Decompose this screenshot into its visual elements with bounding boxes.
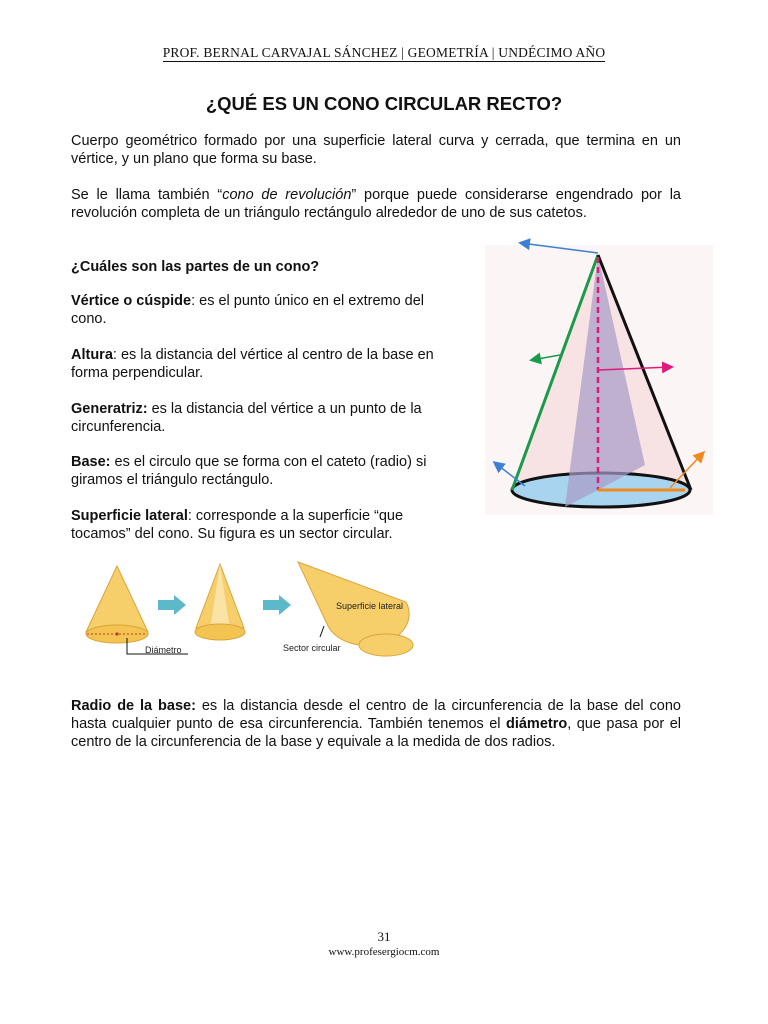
page-header: PROF. BERNAL CARVAJAL SÁNCHEZ | GEOMETRÍA | UNDÉCIMO AÑO [162, 45, 606, 60]
part-base: Base: es el circulo que se forma con el cateto (radio) si giramos el triángulo rectángulo. [71, 454, 427, 488]
page-number: 31 [377, 929, 391, 944]
radio-paragraph: Radio de la base: es la distancia desde el centro de la circunferencia de la base del cono hasta cualquier punto de esa circunferencia. También tenemos el diámetro, que pasa por el centro de la circunferencia de la base y equivale a la medida de dos radios. [71, 698, 681, 750]
revolution-italic: cono de revolución [222, 187, 352, 203]
page-title: ¿QUÉ ES UN CONO CIRCULAR RECTO? [205, 93, 563, 114]
part-altura: Altura: es la distancia del vértice al centro de la base en forma perpendicular. [71, 347, 434, 381]
base-center-dot [115, 632, 118, 635]
intro-paragraph: Cuerpo geométrico formado por una superficie lateral curva y cerrada, que termina en un vértice, y un plano que forma su base. [71, 133, 681, 167]
part-generatriz: Generatriz: es la distancia del vértice a un punto de la circunferencia. [71, 401, 422, 435]
sector-pointer [320, 626, 324, 637]
label-diametro: Diámetro [145, 645, 182, 655]
cone-diagram [485, 235, 713, 520]
cone-2-base [195, 624, 245, 640]
development-figure [80, 558, 440, 666]
footer-website: www.profesergiocm.com [328, 946, 440, 958]
label-sector-circular: Sector circular [283, 643, 341, 653]
arrow-1-body [158, 600, 174, 610]
base-circle [359, 634, 413, 656]
revolution-paragraph: Se le llama también “cono de revolución” porque puede considerarse engendrado por la revolución completa de un triángulo rectángulo alrededor de uno de sus catetos. [71, 187, 682, 221]
label-superficie-lateral: Superficie lateral [336, 601, 404, 611]
arrow-1-head [174, 595, 186, 615]
arrow-2-body [263, 600, 279, 610]
part-superficie-lateral: Superficie lateral: corresponde a la superficie “que tocamos” del cono. Su figura es un sector circular. [71, 508, 404, 542]
parts-question: ¿Cuáles son las partes de un cono? [71, 259, 320, 275]
arrow-2-head [279, 595, 291, 615]
part-vertice: Vértice o cúspide: es el punto único en el extremo del cono. [71, 293, 425, 327]
